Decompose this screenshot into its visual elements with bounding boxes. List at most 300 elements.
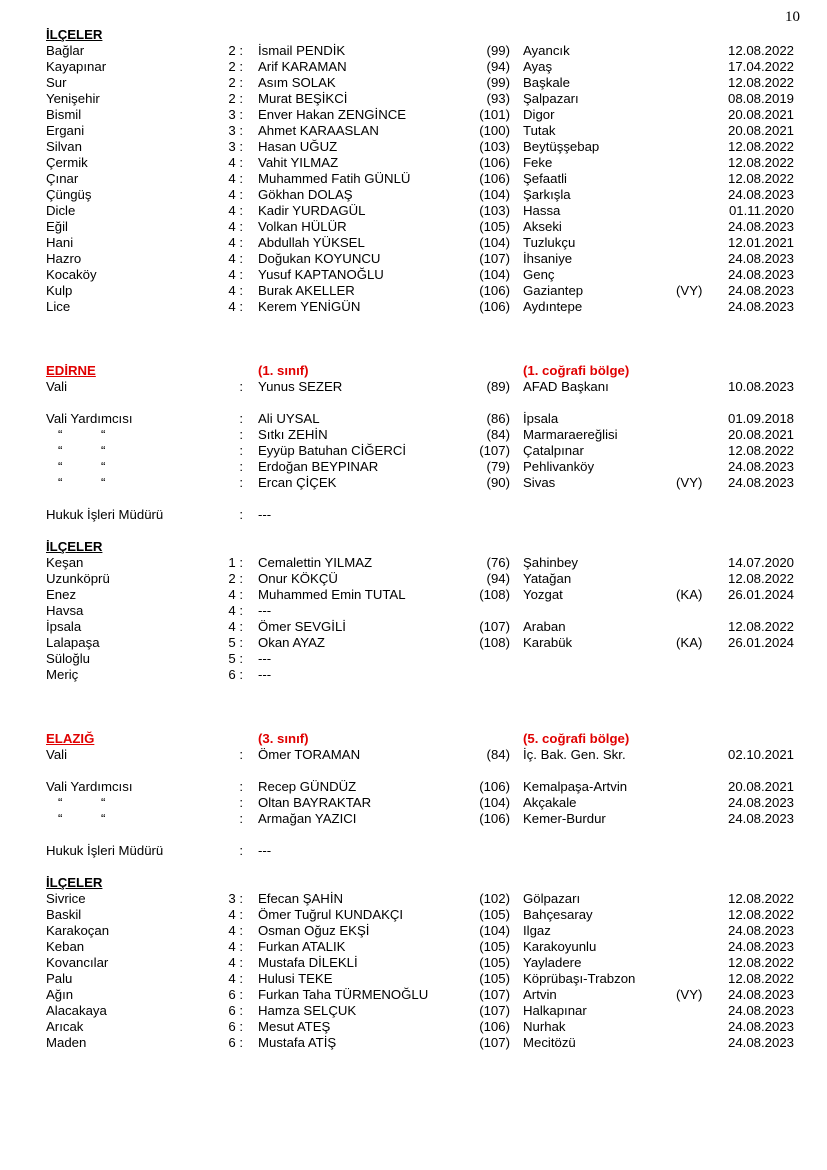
- deputy-previous-post: İpsala: [523, 411, 559, 426]
- district-class: 4 :: [228, 587, 243, 602]
- district-name: Silvan: [46, 139, 82, 154]
- district-row: [0, 907, 827, 923]
- district-row: [0, 203, 827, 219]
- governor-previous-post: İç. Bak. Gen. Skr.: [523, 747, 626, 762]
- district-row: [0, 91, 827, 107]
- appointment-date: 24.08.2023: [727, 299, 794, 314]
- district-name: Sur: [46, 75, 67, 90]
- district-name: Palu: [46, 971, 73, 986]
- governor-previous-post: AFAD Başkanı: [523, 379, 609, 394]
- district-class: 4 :: [228, 283, 243, 298]
- official-rank: (107): [479, 1003, 510, 1018]
- district-row: [0, 43, 827, 59]
- official-name: Mesut ATEŞ: [258, 1019, 331, 1034]
- previous-post: Genç: [523, 267, 555, 282]
- deputy-label: Vali Yardımcısı: [46, 779, 133, 794]
- previous-post: Ayancık: [523, 43, 570, 58]
- note: (VY): [676, 283, 703, 298]
- district-row: [0, 59, 827, 75]
- district-name: Yenişehir: [46, 91, 100, 106]
- official-rank: (107): [479, 251, 510, 266]
- note: (VY): [676, 475, 703, 490]
- official-rank: (93): [486, 91, 510, 106]
- official-name: Hamza SELÇUK: [258, 1003, 357, 1018]
- governor-label: Vali: [46, 379, 68, 394]
- appointment-date: 08.08.2019: [727, 91, 794, 106]
- district-name: Baskil: [46, 907, 82, 922]
- deputy-rank: (86): [486, 411, 510, 426]
- section-header: İLÇELER: [46, 875, 103, 890]
- official-rank: (105): [479, 907, 510, 922]
- ditto-mark: “: [101, 459, 106, 474]
- previous-post: Tutak: [523, 123, 556, 138]
- official-name: Enver Hakan ZENGİNCE: [258, 107, 407, 122]
- previous-post: Feke: [523, 155, 553, 170]
- legal-affairs-label: Hukuk İşleri Müdürü: [46, 507, 164, 522]
- appointment-date: 12.08.2022: [727, 891, 794, 906]
- official-name: Cemalettin YILMAZ: [258, 555, 373, 570]
- appointment-date: 24.08.2023: [727, 1019, 794, 1034]
- district-row: [0, 171, 827, 187]
- governor-row: [0, 379, 827, 395]
- official-rank: (107): [479, 619, 510, 634]
- official-name: Muhammed Emin TUTAL: [258, 587, 406, 602]
- official-name: Yusuf KAPTANOĞLU: [258, 267, 384, 282]
- district-row: [0, 75, 827, 91]
- governor-rank: (84): [486, 747, 510, 762]
- district-name: Arıcak: [46, 1019, 84, 1034]
- official-rank: (105): [479, 219, 510, 234]
- deputy-rank: (90): [486, 475, 510, 490]
- deputy-name: Eyyüp Batuhan CİĞERCİ: [258, 443, 407, 458]
- deputy-rank: (104): [479, 795, 510, 810]
- district-row: [0, 251, 827, 267]
- previous-post: Ilgaz: [523, 923, 551, 938]
- district-name: Bağlar: [46, 43, 85, 58]
- official-rank: (104): [479, 235, 510, 250]
- separator: :: [239, 747, 243, 762]
- previous-post: Şefaatli: [523, 171, 567, 186]
- official-rank: (99): [486, 75, 510, 90]
- deputy-previous-post: Kemalpaşa-Artvin: [523, 779, 628, 794]
- district-row: [0, 139, 827, 155]
- district-class: 5 :: [228, 651, 243, 666]
- previous-post: Karakoyunlu: [523, 939, 597, 954]
- section-header: İLÇELER: [46, 27, 103, 42]
- deputy-name: Armağan YAZICI: [258, 811, 357, 826]
- geographic-region: (5. coğrafi bölge): [523, 731, 630, 746]
- official-name: Vahit YILMAZ: [258, 155, 339, 170]
- official-rank: (101): [479, 107, 510, 122]
- appointment-date: 12.08.2022: [727, 139, 794, 154]
- appointment-date: 12.08.2022: [727, 75, 794, 90]
- deputy-rank: (106): [479, 811, 510, 826]
- deputy-previous-post: Akçakale: [523, 795, 577, 810]
- district-class: 4 :: [228, 955, 243, 970]
- note: (KA): [676, 635, 703, 650]
- district-class: 5 :: [228, 635, 243, 650]
- appointment-date: 24.08.2023: [727, 187, 794, 202]
- previous-post: Bahçesaray: [523, 907, 593, 922]
- appointment-date: 12.08.2022: [727, 619, 794, 634]
- official-name: Ahmet KARAASLAN: [258, 123, 379, 138]
- district-name: Hazro: [46, 251, 82, 266]
- deputy-name: Sıtkı ZEHİN: [258, 427, 328, 442]
- deputy-rank: (79): [486, 459, 510, 474]
- deputy-name: Recep GÜNDÜZ: [258, 779, 357, 794]
- ditto-mark: “: [101, 795, 106, 810]
- separator: :: [239, 779, 243, 794]
- appointment-date: 12.08.2022: [727, 43, 794, 58]
- official-name: Abdullah YÜKSEL: [258, 235, 365, 250]
- official-rank: (104): [479, 187, 510, 202]
- official-rank: (99): [486, 43, 510, 58]
- official-rank: (105): [479, 971, 510, 986]
- district-name: Hani: [46, 235, 74, 250]
- official-rank: (107): [479, 987, 510, 1002]
- previous-post: Akseki: [523, 219, 562, 234]
- deputy-previous-post: Sivas: [523, 475, 556, 490]
- district-class: 3 :: [228, 139, 243, 154]
- governor-rank: (89): [486, 379, 510, 394]
- district-class: 4 :: [228, 219, 243, 234]
- previous-post: Yatağan: [523, 571, 572, 586]
- district-row: [0, 939, 827, 955]
- district-name: Kovancılar: [46, 955, 109, 970]
- governor-row: [0, 747, 827, 763]
- note: (VY): [676, 987, 703, 1002]
- district-row: [0, 187, 827, 203]
- appointment-date: 14.07.2020: [727, 555, 794, 570]
- district-class: 2 :: [228, 59, 243, 74]
- deputy-date: 20.08.2021: [727, 427, 794, 442]
- appointment-date: 24.08.2023: [727, 251, 794, 266]
- official-name: Ömer Tuğrul KUNDAKÇI: [258, 907, 404, 922]
- district-class: 4 :: [228, 171, 243, 186]
- appointment-date: 26.01.2024: [727, 635, 794, 650]
- district-name: Kulp: [46, 283, 73, 298]
- district-row: [0, 123, 827, 139]
- previous-post: Şalpazarı: [523, 91, 579, 106]
- deputy-name: Ali UYSAL: [258, 411, 320, 426]
- district-name: Çermik: [46, 155, 88, 170]
- separator: :: [239, 411, 243, 426]
- district-name: Bismil: [46, 107, 82, 122]
- official-name: ---: [258, 651, 272, 666]
- official-name: Mustafa ATİŞ: [258, 1035, 337, 1050]
- district-row: [0, 603, 827, 619]
- district-name: Keşan: [46, 555, 84, 570]
- official-name: Okan AYAZ: [258, 635, 325, 650]
- previous-post: Nurhak: [523, 1019, 566, 1034]
- governor-label: Vali: [46, 747, 68, 762]
- appointment-date: 24.08.2023: [727, 219, 794, 234]
- previous-post: Ayaş: [523, 59, 553, 74]
- district-class: 2 :: [228, 91, 243, 106]
- official-name: Onur KÖKÇÜ: [258, 571, 338, 586]
- district-class: 4 :: [228, 235, 243, 250]
- official-rank: (108): [479, 587, 510, 602]
- official-rank: (104): [479, 267, 510, 282]
- district-row: [0, 299, 827, 315]
- previous-post: Başkale: [523, 75, 570, 90]
- deputy-date: 01.09.2018: [727, 411, 794, 426]
- district-name: Karakoçan: [46, 923, 110, 938]
- district-name: Lalapaşa: [46, 635, 100, 650]
- previous-post: Karabük: [523, 635, 573, 650]
- ditto-mark: “: [58, 811, 63, 826]
- district-row: [0, 891, 827, 907]
- district-name: Maden: [46, 1035, 87, 1050]
- district-class: 6 :: [228, 1003, 243, 1018]
- legal-affairs-row: [0, 507, 827, 523]
- district-class: 4 :: [228, 939, 243, 954]
- deputy-date: 24.08.2023: [727, 475, 794, 490]
- separator: :: [239, 443, 243, 458]
- appointment-date: 01.11.2020: [728, 203, 794, 218]
- official-rank: (106): [479, 171, 510, 186]
- governor-date: 02.10.2021: [727, 747, 794, 762]
- official-rank: (105): [479, 955, 510, 970]
- province-title-line: [0, 731, 827, 747]
- district-row: [0, 235, 827, 251]
- official-rank: (106): [479, 299, 510, 314]
- district-row: [0, 107, 827, 123]
- previous-post: Artvin: [523, 987, 557, 1002]
- official-rank: (108): [479, 635, 510, 650]
- official-rank: (106): [479, 283, 510, 298]
- previous-post: Araban: [523, 619, 566, 634]
- previous-post: Aydıntepe: [523, 299, 583, 314]
- district-row: [0, 1019, 827, 1035]
- official-rank: (100): [479, 123, 510, 138]
- district-row: [0, 1003, 827, 1019]
- district-class: 6 :: [228, 987, 243, 1002]
- province-title-line: [0, 363, 827, 379]
- deputy-governor-row: [0, 811, 827, 827]
- appointment-date: 24.08.2023: [727, 267, 794, 282]
- official-name: Muhammed Fatih GÜNLÜ: [258, 171, 411, 186]
- district-name: Uzunköprü: [46, 571, 110, 586]
- appointment-date: 17.04.2022: [727, 59, 794, 74]
- ditto-mark: “: [58, 459, 63, 474]
- appointment-date: 12.08.2022: [727, 155, 794, 170]
- legal-affairs-label: Hukuk İşleri Müdürü: [46, 843, 164, 858]
- official-rank: (102): [479, 891, 510, 906]
- note: (KA): [676, 587, 703, 602]
- previous-post: Halkapınar: [523, 1003, 587, 1018]
- ditto-mark: “: [58, 443, 63, 458]
- section-header-line: [0, 539, 827, 555]
- ditto-mark: “: [58, 475, 63, 490]
- official-name: Furkan Taha TÜRMENOĞLU: [258, 987, 429, 1002]
- deputy-name: Erdoğan BEYPINAR: [258, 459, 379, 474]
- official-name: Ömer SEVGİLİ: [258, 619, 346, 634]
- section-header: İLÇELER: [46, 539, 103, 554]
- separator: :: [239, 459, 243, 474]
- district-name: Meriç: [46, 667, 79, 682]
- district-class: 4 :: [228, 619, 243, 634]
- district-name: Süloğlu: [46, 651, 90, 666]
- deputy-date: 24.08.2023: [727, 795, 794, 810]
- deputy-governor-row: [0, 795, 827, 811]
- official-name: Volkan HÜLÜR: [258, 219, 347, 234]
- deputy-governor-row: [0, 459, 827, 475]
- district-row: [0, 971, 827, 987]
- district-name: Ağın: [46, 987, 74, 1002]
- district-class: 4 :: [228, 203, 243, 218]
- appointment-date: 12.08.2022: [727, 907, 794, 922]
- district-row: [0, 283, 827, 299]
- official-name: Murat BEŞİKCİ: [258, 91, 348, 106]
- official-name: Efecan ŞAHİN: [258, 891, 344, 906]
- appointment-date: 24.08.2023: [727, 939, 794, 954]
- district-class: 4 :: [228, 187, 243, 202]
- previous-post: Şahinbey: [523, 555, 578, 570]
- official-rank: (106): [479, 155, 510, 170]
- district-name: Lice: [46, 299, 71, 314]
- ditto-mark: “: [58, 795, 63, 810]
- official-name: Doğukan KOYUNCU: [258, 251, 381, 266]
- deputy-governor-row: [0, 475, 827, 491]
- ditto-mark: “: [101, 811, 106, 826]
- appointment-date: 20.08.2021: [727, 107, 794, 122]
- official-rank: (104): [479, 923, 510, 938]
- official-name: ---: [258, 603, 272, 618]
- district-row: [0, 571, 827, 587]
- previous-post: Digor: [523, 107, 555, 122]
- district-name: Çınar: [46, 171, 79, 186]
- ditto-mark: “: [101, 427, 106, 442]
- district-class: 2 :: [228, 571, 243, 586]
- district-row: [0, 923, 827, 939]
- appointment-date: 24.08.2023: [727, 923, 794, 938]
- district-class: 3 :: [228, 891, 243, 906]
- official-name: Hasan UĞUZ: [258, 139, 338, 154]
- section-header-line: [0, 875, 827, 891]
- legal-affairs-value: ---: [258, 507, 272, 522]
- deputy-governor-row: [0, 411, 827, 427]
- district-class: 6 :: [228, 667, 243, 682]
- deputy-date: 24.08.2023: [727, 811, 794, 826]
- geographic-region: (1. coğrafi bölge): [523, 363, 630, 378]
- previous-post: Yayladere: [523, 955, 582, 970]
- district-row: [0, 635, 827, 651]
- ditto-mark: “: [58, 427, 63, 442]
- deputy-governor-row: [0, 779, 827, 795]
- district-row: [0, 267, 827, 283]
- legal-affairs-row: [0, 843, 827, 859]
- official-name: Furkan ATALIK: [258, 939, 346, 954]
- appointment-date: 20.08.2021: [727, 123, 794, 138]
- appointment-date: 24.08.2023: [727, 987, 794, 1002]
- previous-post: Şarkışla: [523, 187, 571, 202]
- page-number: 10: [785, 9, 800, 25]
- separator: :: [239, 427, 243, 442]
- previous-post: Beytüşşebap: [523, 139, 600, 154]
- previous-post: Yozgat: [523, 587, 563, 602]
- district-class: 4 :: [228, 155, 243, 170]
- district-name: Kayapınar: [46, 59, 107, 74]
- section-header-line: [0, 27, 827, 43]
- official-name: Burak AKELLER: [258, 283, 355, 298]
- district-class: 1 :: [228, 555, 243, 570]
- deputy-previous-post: Pehlivanköy: [523, 459, 595, 474]
- district-class: 4 :: [228, 251, 243, 266]
- separator: :: [239, 795, 243, 810]
- official-name: İsmail PENDİK: [258, 43, 346, 58]
- deputy-governor-row: [0, 427, 827, 443]
- appointment-date: 26.01.2024: [727, 587, 794, 602]
- previous-post: Hassa: [523, 203, 561, 218]
- official-name: Kadir YURDAGÜL: [258, 203, 366, 218]
- official-name: Mustafa DİLEKLİ: [258, 955, 358, 970]
- district-name: Çüngüş: [46, 187, 92, 202]
- legal-affairs-value: ---: [258, 843, 272, 858]
- official-name: Kerem YENİGÜN: [258, 299, 361, 314]
- district-name: İpsala: [46, 619, 82, 634]
- district-row: [0, 955, 827, 971]
- deputy-rank: (106): [479, 779, 510, 794]
- district-class: 4 :: [228, 923, 243, 938]
- deputy-governor-row: [0, 443, 827, 459]
- separator: :: [239, 811, 243, 826]
- district-name: Enez: [46, 587, 77, 602]
- official-rank: (107): [479, 1035, 510, 1050]
- separator: :: [239, 507, 243, 522]
- official-name: Hulusi TEKE: [258, 971, 333, 986]
- district-name: Sivrice: [46, 891, 86, 906]
- district-name: Kocaköy: [46, 267, 97, 282]
- official-name: Osman Oğuz EKŞİ: [258, 923, 370, 938]
- district-row: [0, 1035, 827, 1051]
- district-row: [0, 587, 827, 603]
- deputy-previous-post: Marmaraereğlisi: [523, 427, 618, 442]
- ditto-mark: “: [101, 443, 106, 458]
- official-name: Gökhan DOLAŞ: [258, 187, 353, 202]
- official-rank: (103): [479, 203, 510, 218]
- district-class: 4 :: [228, 299, 243, 314]
- district-class: 2 :: [228, 75, 243, 90]
- deputy-date: 24.08.2023: [727, 459, 794, 474]
- province-class: (3. sınıf): [258, 731, 309, 746]
- district-class: 2 :: [228, 43, 243, 58]
- previous-post: Köprübaşı-Trabzon: [523, 971, 636, 986]
- appointment-date: 12.01.2021: [727, 235, 794, 250]
- province-title: EDİRNE: [46, 363, 96, 378]
- governor-name: Yunus SEZER: [258, 379, 343, 394]
- appointment-date: 12.08.2022: [727, 955, 794, 970]
- district-name: Keban: [46, 939, 85, 954]
- governor-name: Ömer TORAMAN: [258, 747, 361, 762]
- official-rank: (76): [486, 555, 510, 570]
- district-class: 6 :: [228, 1035, 243, 1050]
- deputy-date: 20.08.2021: [727, 779, 794, 794]
- separator: :: [239, 475, 243, 490]
- district-row: [0, 619, 827, 635]
- province-title: ELAZIĞ: [46, 731, 95, 746]
- separator: :: [239, 379, 243, 394]
- separator: :: [239, 843, 243, 858]
- district-row: [0, 219, 827, 235]
- district-class: 6 :: [228, 1019, 243, 1034]
- district-row: [0, 987, 827, 1003]
- deputy-name: Ercan ÇİÇEK: [258, 475, 337, 490]
- official-name: Asım SOLAK: [258, 75, 336, 90]
- deputy-date: 12.08.2022: [727, 443, 794, 458]
- district-name: Havsa: [46, 603, 84, 618]
- district-row: [0, 555, 827, 571]
